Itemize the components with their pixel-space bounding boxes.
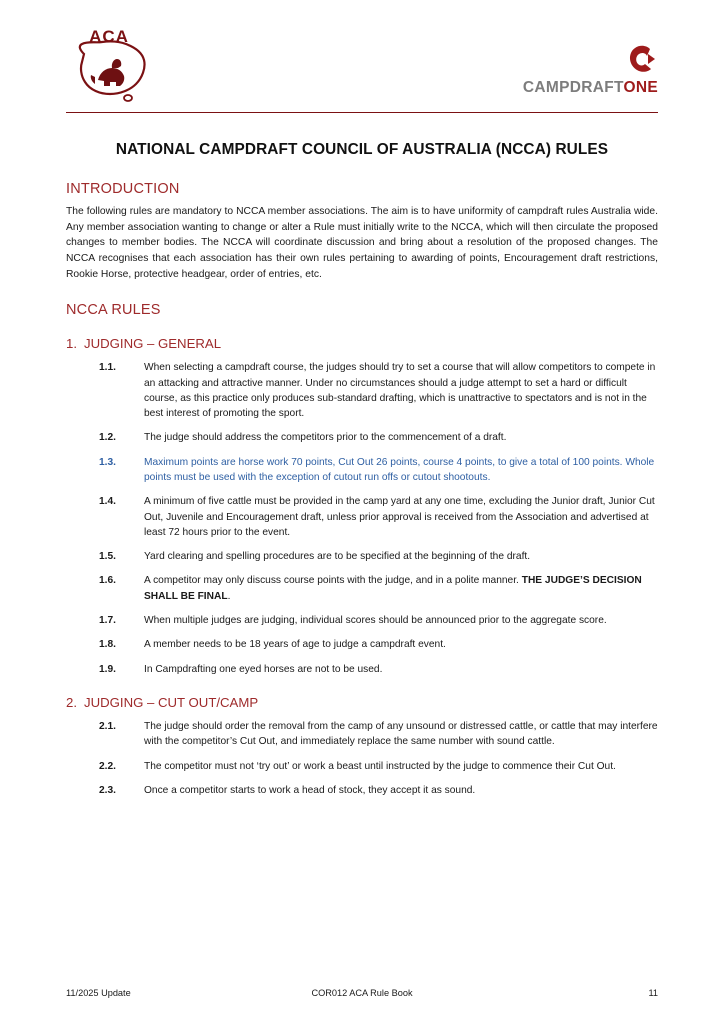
rule-number: 1.1. — [99, 362, 116, 374]
rule-number: 1.8. — [99, 639, 116, 651]
rule-number: 2.1. — [99, 720, 116, 732]
section-heading-2 — [66, 695, 658, 710]
rule-item — [66, 719, 658, 750]
rules-sections — [66, 336, 658, 798]
rule-text: A member needs to be 18 years of age to judge a campdraft event. — [144, 639, 446, 651]
rule-text: Once a competitor starts to work a head of stock, they accept it as sound. — [144, 784, 476, 796]
rule-text: When multiple judges are judging, individual scores should be announced prior to the aggregate score. — [144, 615, 607, 627]
page-title: NATIONAL CAMPDRAFT COUNCIL OF AUSTRALIA (NCCA) RULES — [115, 141, 609, 158]
header-divider — [66, 112, 658, 113]
introduction-heading: INTRODUCTION — [66, 181, 180, 197]
rule-item — [66, 549, 658, 564]
footer-center: COR012 ACA Rule Book — [311, 988, 413, 998]
rule-number: 1.5. — [99, 551, 116, 563]
rule-item — [66, 455, 658, 486]
rule-text: When selecting a campdraft course, the judges should try to set a course that will allow competitors to compete in an attacking and attractive manner. Under no circumstances should a judge attempt to set a hard or difficult course, as this practice only produces sub-standard drafting, which is unattractive to spectators and is not in the best interest of promoting the sport. — [144, 362, 656, 420]
rule-item — [66, 430, 658, 445]
rule-text: In Campdrafting one eyed horses are not to be used. — [144, 663, 383, 675]
rule-number: 1.6. — [99, 575, 116, 587]
rule-item — [66, 573, 658, 604]
page-header — [66, 28, 658, 106]
rule-item — [66, 783, 658, 798]
campdraft-one-accent: ONE — [623, 79, 658, 96]
footer-left: 11/2025 Update — [66, 988, 131, 998]
rule-item — [66, 759, 658, 774]
rule-number: 1.9. — [99, 663, 116, 675]
svg-text:ACA: ACA — [89, 28, 129, 46]
campdraft-one-wordmark — [523, 79, 658, 97]
campdraft-one-mark-icon — [624, 42, 658, 76]
aca-logo-icon — [66, 28, 152, 102]
rule-text: The judge should address the competitors prior to the commencement of a draft. — [144, 432, 507, 444]
rule-text: Yard clearing and spelling procedures are to be specified at the beginning of the draft. — [144, 551, 531, 563]
rule-item — [66, 360, 658, 421]
rule-text: The judge should order the removal from the camp of any unsound or distressed cattle, or cattle that may interfere with the competitor’s Cut Out, and immediately replace the same number with sound cattle. — [144, 720, 658, 748]
ncca-rules-heading: NCCA RULES — [66, 302, 161, 319]
section-number: 1. — [66, 336, 77, 352]
rule-number: 1.7. — [99, 615, 116, 627]
campdraft-one-main: CAMPDRAFT — [522, 79, 624, 96]
section-title: JUDGING – CUT OUT/CAMP — [84, 694, 259, 710]
rule-item — [66, 613, 658, 628]
rule-number: 1.2. — [99, 432, 116, 444]
rule-text: A minimum of five cattle must be provided in the camp yard at any one time, excluding the Junior draft, Junior Cut Out, Juvenile and Encouragement draft, unless prior approval is received from the Association and advertised at least 72 hours prior to the event. — [144, 496, 655, 538]
introduction-body: The following rules are mandatory to NCCA member associations. The aim is to have uniformity of campdraft rules Australia wide. Any member association wanting to change or alter a Rule must initially write to the NCCA, which will then circulate the proposed changes to member bodies. The NCCA will coordinate discussion and bring about a resolution of the proposed changes. The NCCA recognises that each association has their own rules pertaining to awarding of points, Encouragement draft restrictions, Rookie Horse, protective headgear, order of entries, etc. — [66, 206, 658, 280]
rule-item — [66, 637, 658, 652]
rule-item — [66, 494, 658, 540]
section-title: JUDGING – GENERAL — [84, 336, 222, 352]
rule-number: 2.3. — [99, 784, 116, 796]
page-content — [66, 28, 658, 807]
rule-text: A competitor may only discuss course points with the judge, and in a polite manner. THE JUDGE’S DECISION SHALL BE FINAL. — [144, 575, 642, 602]
footer-page-number: 11 — [648, 988, 658, 998]
rule-text: The competitor must not ‘try out’ or work a beast until instructed by the judge to commence their Cut Out. — [144, 760, 616, 772]
rule-item — [66, 662, 658, 677]
rule-number: 2.2. — [99, 760, 116, 772]
campdraft-one-logo — [523, 42, 658, 97]
rule-number: 1.3. — [99, 456, 116, 468]
section-number: 2. — [66, 694, 77, 710]
rule-text: Maximum points are horse work 70 points, Cut Out 26 points, course 4 points, to give a total of 100 points. Whole points must be used with the exception of cutout run offs or cutout shootouts. — [144, 456, 655, 483]
page-footer — [66, 988, 658, 998]
section-heading-1 — [66, 336, 658, 351]
rule-number: 1.4. — [99, 496, 116, 508]
